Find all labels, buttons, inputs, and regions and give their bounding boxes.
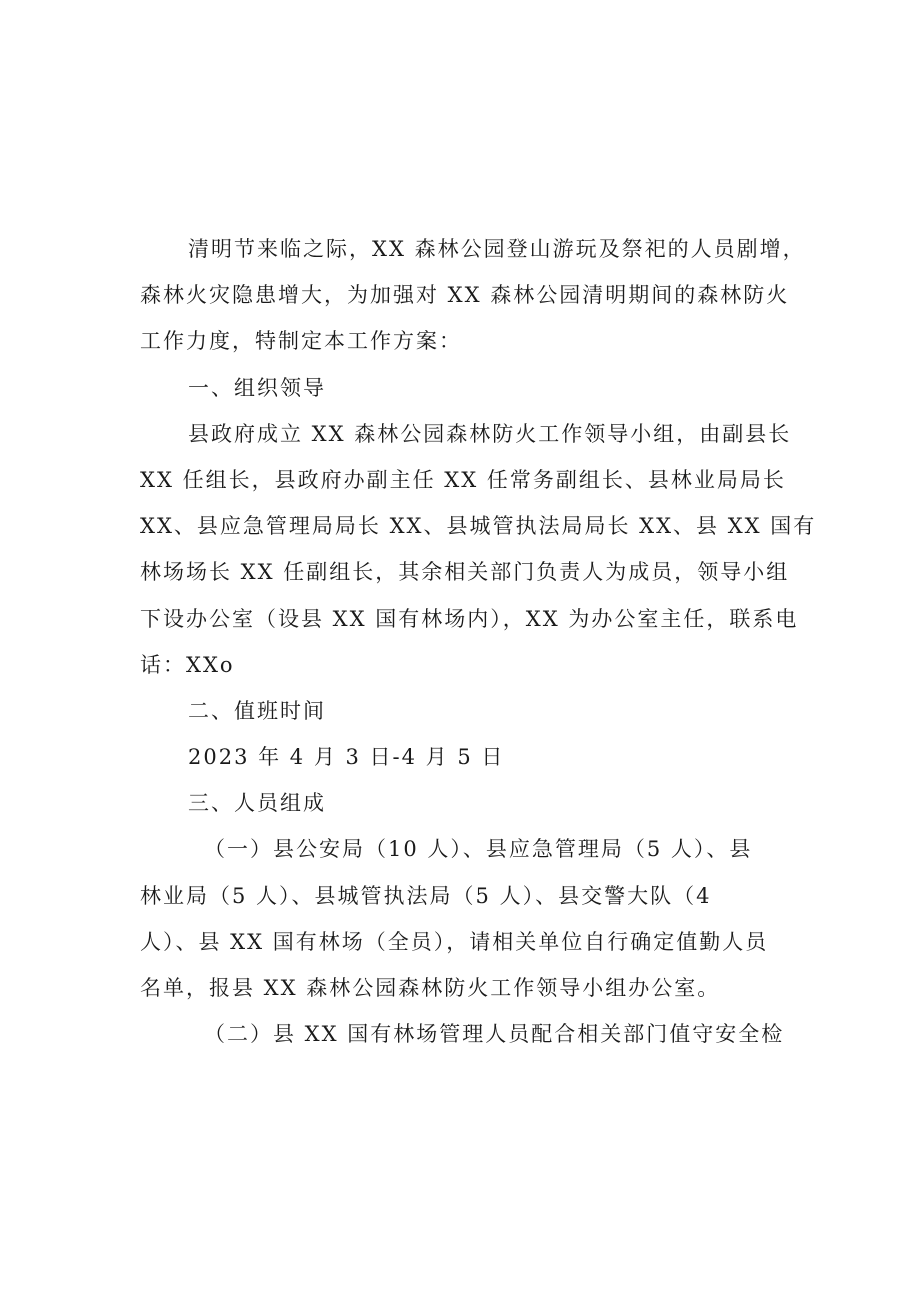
organization-paragraph-line-4: 林场场长 XX 任副组长，其余相关部门负责人为成员，领导小组 [140, 560, 790, 585]
intro-paragraph-line-2: 森林火灾隐患增大，为加强对 XX 森林公园清明期间的森林防火 [140, 283, 790, 308]
organization-paragraph-line-3: XX、县应急管理局局长 XX、县城管执法局局长 XX、县 XX 国有 [140, 514, 817, 539]
intro-paragraph-line-1: 清明节来临之际，XX 森林公园登山游玩及祭祀的人员剧增， [188, 237, 806, 261]
organization-paragraph-line-2: XX 任组长，县政府办副主任 XX 任常务副组长、县林业局局长 [140, 467, 786, 492]
organization-paragraph-line-6: 话：XXo [140, 652, 235, 677]
personnel-item-1-line-3: 人）、县 XX 国有林场（全员），请相关单位自行确定值勤人员 [140, 929, 769, 954]
section-heading-duty-time: 二、值班时间 [188, 698, 326, 723]
personnel-item-2-line-1: （二）县 XX 国有林场管理人员配合相关部门值守安全检 [204, 1022, 785, 1047]
organization-paragraph-line-5: 下设办公室（设县 XX 国有林场内），XX 为办公室主任，联系电 [140, 606, 799, 631]
section-heading-organization: 一、组织领导 [188, 375, 326, 400]
organization-paragraph-line-1: 县政府成立 XX 森林公园森林防火工作领导小组，由副县长 [188, 421, 792, 446]
document-body [140, 226, 817, 1057]
duty-time-dates: 2023 年 4 月 3 日-4 月 5 日 [188, 745, 505, 770]
personnel-item-1-line-4: 名单，报县 XX 森林公园森林防火工作领导小组办公室。 [140, 976, 721, 1000]
section-heading-personnel: 三、人员组成 [188, 791, 326, 816]
personnel-item-1-line-2: 林业局（5 人）、县城管执法局（5 人）、县交警大队（4 [140, 883, 712, 908]
intro-paragraph-line-3: 工作力度，特制定本工作方案： [140, 329, 462, 354]
personnel-item-1-line-1: （一）县公安局（10 人）、县应急管理局（5 人）、县 [204, 837, 753, 862]
